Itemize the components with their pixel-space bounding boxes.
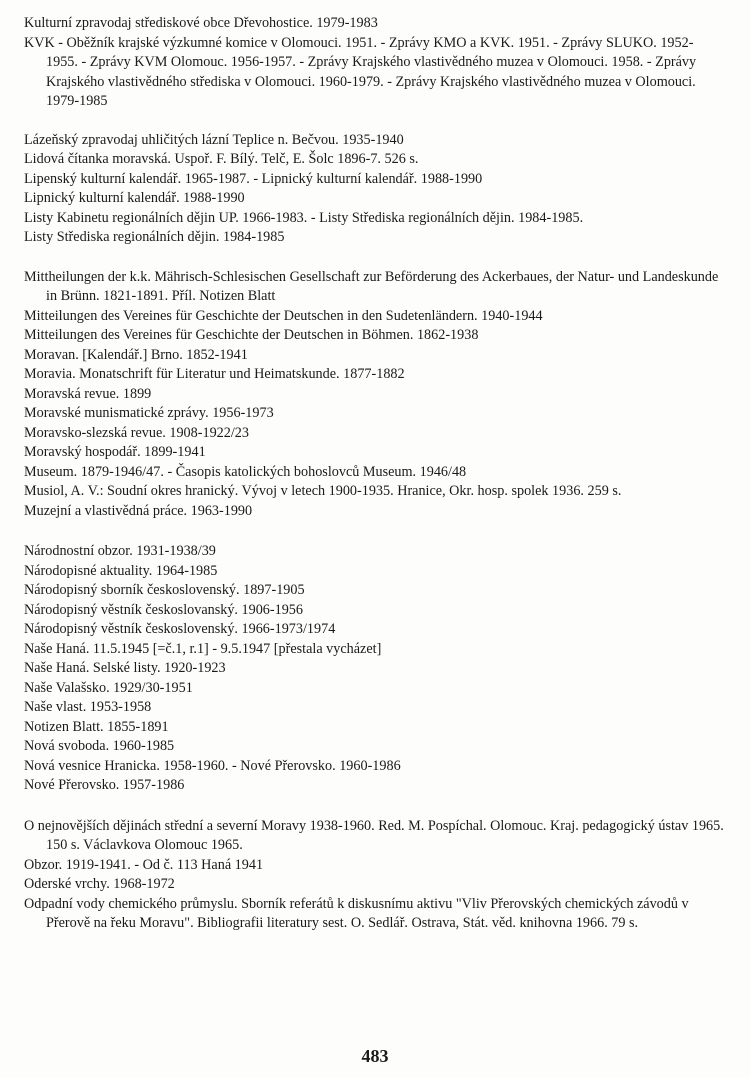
list-item: Naše vlast. 1953-1958	[24, 699, 152, 715]
entry-group-m	[24, 268, 724, 522]
entry-group-o	[24, 817, 724, 934]
list-item: Nová svoboda. 1960-1985	[24, 738, 175, 754]
list-item: Lidová čítanka moravská. Uspoř. F. Bílý. Telč, E. Šolc 1896-7. 526 s.	[24, 151, 419, 167]
list-item: Oderské vrchy. 1968-1972	[24, 876, 175, 892]
list-item: Národopisný věstník českoslovanský. 1906-1956	[24, 601, 303, 618]
page-number: 483	[361, 1046, 389, 1066]
list-item: O nejnovějších dějinách střední a severní Moravy 1938-1960. Red. M. Pospíchal. Olomouc. Kraj. pedagogický ústav 1965. 150 s. Václavkova Olomouc 1965.	[24, 817, 724, 853]
list-item: Moravské munismatické zprávy. 1956-1973	[24, 405, 274, 421]
list-item: Národopisný sborník československý. 1897-1905	[24, 582, 305, 598]
list-item: Odpadní vody chemického průmyslu. Sborník referátů k diskusnímu aktivu "Vliv Přerovských chemických závodů v Přerově na řeku Moravu". Bibliografii literatury sest. O. Sedlář. Ostrava, Stát. věd. knihovna 1966. 79 s.	[24, 895, 689, 931]
list-item: Muzejní a vlastivědná práce. 1963-1990	[24, 502, 253, 519]
list-item: Lipenský kulturní kalendář. 1965-1987. - Lipnický kulturní kalendář. 1988-1990	[24, 170, 483, 187]
list-item: Národnostní obzor. 1931-1938/39	[24, 543, 216, 559]
list-item: Moravsko-slezská revue. 1908-1922/23	[24, 424, 249, 441]
list-item: Nová vesnice Hranicka. 1958-1960. - Nové Přerovsko. 1960-1986	[24, 757, 401, 774]
bibliography-list	[24, 14, 724, 934]
list-item: Národopisné aktuality. 1964-1985	[24, 562, 218, 579]
list-item: Obzor. 1919-1941. - Od č. 113 Haná 1941	[24, 856, 264, 873]
list-item: Moravský hospodář. 1899-1941	[24, 444, 206, 460]
list-item: Mitteilungen des Vereines für Geschichte der Deutschen in Böhmen. 1862-1938	[24, 327, 479, 343]
list-item: Listy Střediska regionálních dějin. 1984-1985	[24, 229, 285, 245]
entry-group-n	[24, 542, 724, 796]
list-item: Naše Haná. Selské listy. 1920-1923	[24, 660, 226, 676]
list-item: Kulturní zpravodaj střediskové obce Dřevohostice. 1979-1983	[24, 15, 378, 31]
list-item: Mitteilungen des Vereines für Geschichte der Deutschen in den Sudetenländern. 1940-1944	[24, 307, 543, 324]
list-item: Nové Přerovsko. 1957-1986	[24, 777, 185, 793]
list-item: Listy Kabinetu regionálních dějin UP. 1966-1983. - Listy Střediska regionálních dějin. 1984-1985.	[24, 209, 584, 226]
entry-group-k	[24, 14, 724, 112]
list-item: Národopisný věstník československý. 1966-1973/1974	[24, 621, 336, 637]
list-item: Moravan. [Kalendář.] Brno. 1852-1941	[24, 346, 248, 363]
entry-group-l	[24, 131, 724, 248]
list-item: Musiol, A. V.: Soudní okres hranický. Vývoj v letech 1900-1935. Hranice, Okr. hosp. spolek 1936. 259 s.	[24, 483, 622, 499]
list-item: Moravská revue. 1899	[24, 385, 152, 402]
list-item: Museum. 1879-1946/47. - Časopis katolických bohoslovců Museum. 1946/48	[24, 463, 467, 480]
list-item: Naše Haná. 11.5.1945 [=č.1, r.1] - 9.5.1947 [přestala vycházet]	[24, 640, 382, 657]
list-item: KVK - Oběžník krajské výzkumné komice v Olomouci. 1951. - Zprávy KMO a KVK. 1951. - Zprávy SLUKO. 1952-1955. - Zprávy KVM Olomouc. 1956-1957. - Zprávy Krajského vlastivědného muzea v Olomouci. 1958. - Zprávy Krajského vlastivědného střediska v Olomouci. 1960-1979. - Zprávy Krajského vlastivědného muzea v Olomouci. 1979-1985	[24, 34, 697, 109]
list-item: Notizen Blatt. 1855-1891	[24, 718, 169, 735]
list-item: Moravia. Monatschrift für Literatur und Heimatskunde. 1877-1882	[24, 366, 405, 382]
list-item: Mittheilungen der k.k. Mährisch-Schlesischen Gesellschaft zur Beförderung des Ackerbaues, der Natur- und Landeskunde in Brünn. 1821-1891. Příl. Notizen Blatt	[24, 268, 719, 304]
list-item: Lipnický kulturní kalendář. 1988-1990	[24, 190, 245, 206]
list-item: Lázeňský zpravodaj uhličitých lázní Teplice n. Bečvou. 1935-1940	[24, 131, 404, 148]
list-item: Naše Valašsko. 1929/30-1951	[24, 679, 193, 696]
